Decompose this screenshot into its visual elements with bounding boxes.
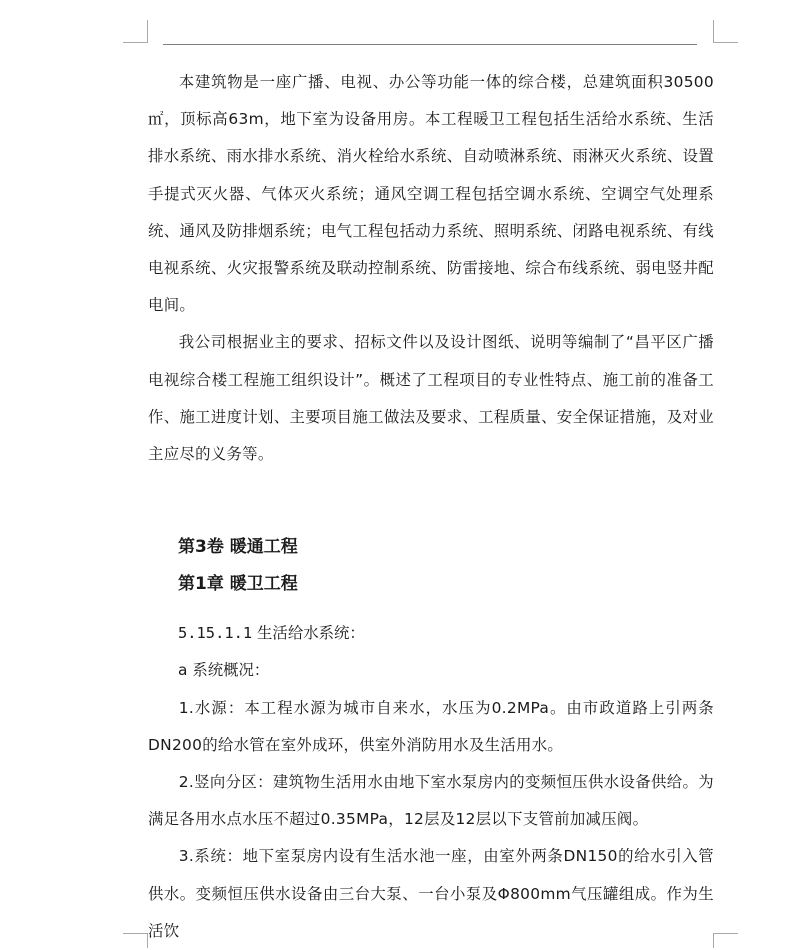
subsection-heading: a 系统概况：	[178, 661, 270, 680]
item-water-source: 1.水源：本工程水源为城市自来水，水压为0.2MPa。由市政道路上引两条DN200的给水管在室外成环，供室外消防用水及生活用水。	[148, 698, 714, 754]
spacer	[148, 603, 714, 615]
section-heading	[148, 615, 714, 652]
crop-mark-bottom-left	[123, 933, 148, 948]
section-number: 5.15.1.1	[178, 624, 253, 643]
volume-heading: 第3卷 暖通工程	[178, 537, 298, 558]
spacer	[148, 473, 714, 529]
intro-paragraph-1: 本建筑物是一座广播、电视、办公等功能一体的综合楼，总建筑面积30500㎡，顶标高63m，地下室为设备用房。本工程暖卫工程包括生活给水系统、生活排水系统、雨水排水系统、消火栓给水系统、自动喷淋系统、雨淋灭火系统、设置手提式灭火器、气体灭火系统；通风空调工程包括空调水系统、空调空气处理系统、通风及防排烟系统；电气工程包括动力系统、照明系统、闭路电视系统、有线电视系统、火灾报警系统及联动控制系统、防雷接地、综合布线系统、弱电竖井配电间。	[148, 73, 714, 315]
intro-paragraph-2: 我公司根据业主的要求、招标文件以及设计图纸、说明等编制了“昌平区广播电视综合楼工程施工组织设计”。概述了工程项目的专业性特点、施工前的准备工作、施工进度计划、主要项目施工做法及要求、工程质量、安全保证措施，及对业主应尽的义务等。	[148, 333, 714, 464]
item-vertical-zoning: 2.竖向分区：建筑物生活用水由地下室水泵房内的变频恒压供水设备供给。为满足各用水点水压不超过0.35MPa，12层及12层以下支管前加减压阀。	[148, 773, 714, 829]
chapter-heading: 第1章 暖卫工程	[178, 574, 298, 595]
section-title: 生活给水系统：	[252, 624, 365, 643]
item-system: 3.系统：地下室泵房内设有生活水池一座，由室外两条DN150的给水引入管供水。变频恒压供水设备由三台大泵、一台小泵及Φ800mm气压罐组成。作为生活饮	[148, 847, 714, 940]
crop-mark-top-left	[123, 20, 148, 43]
document-body	[148, 64, 714, 950]
header-rule	[163, 44, 697, 45]
crop-mark-top-right	[713, 20, 738, 43]
crop-mark-bottom-right	[713, 933, 738, 948]
